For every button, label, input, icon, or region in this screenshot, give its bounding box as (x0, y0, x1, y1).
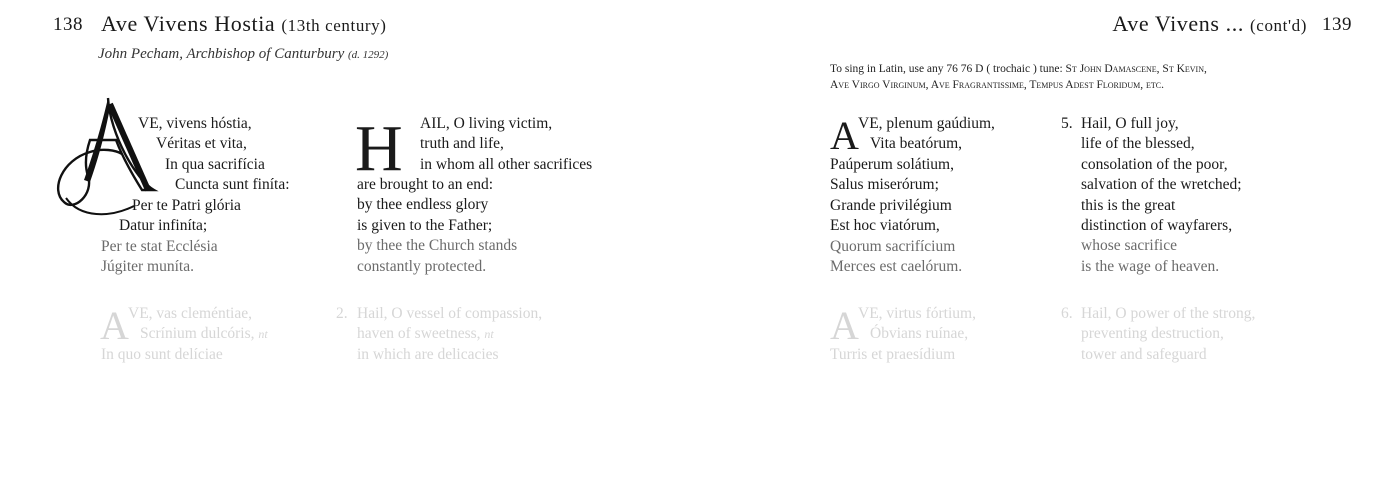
verse-line: Salus miserórum; (830, 176, 939, 194)
verse-line: VE, vivens hóstia, (138, 115, 252, 132)
verse-line: haven of sweetness, (357, 325, 481, 343)
stanza1-english-rest (357, 175, 517, 277)
author-name: John Pecham, Archbishop of Canturbury (98, 46, 345, 62)
verse-line: Paúperum solátium, (830, 156, 954, 173)
author-line (98, 46, 388, 63)
tune-note (830, 61, 1207, 93)
stanza5-english (1081, 114, 1242, 277)
verse-line: Merces est caelórum. (830, 258, 963, 276)
verse-line: Grande privilégium (830, 196, 952, 214)
verse-line: constantly protected. (357, 257, 487, 275)
verse-line: AIL, O living victim, (420, 115, 553, 132)
verse-line: Véritas et vita, (156, 135, 247, 153)
verse-line: are brought to an end: (357, 176, 494, 193)
stanza2-latin-3: In quo sunt delíciae (101, 346, 223, 363)
right-page-number: 139 (1322, 14, 1352, 35)
verse-line: Óbvians ruínae, (870, 325, 969, 343)
left-page-title (101, 11, 387, 37)
verse-line: VE, plenum gaúdium, (858, 115, 995, 132)
verse-line: Per te stat Ecclésia (101, 237, 218, 255)
verse-line: In qua sacrifícia (165, 155, 265, 173)
stanza5-latin-initial: A (830, 113, 859, 158)
hymn-title-cont: Ave Vivens ... (1112, 11, 1244, 36)
verse-line: Hail, O full joy, (1081, 115, 1179, 132)
verse-line: whose sacrifice (1081, 237, 1177, 255)
verse-line: Vita beatórum, (870, 135, 963, 153)
verse-line: Hail, O power of the strong, (1081, 305, 1256, 322)
left-page-number: 138 (53, 14, 83, 35)
stanza1-latin-rest (101, 196, 241, 278)
verse-line: life of the blessed, (1081, 135, 1195, 153)
verse-line: Per te Patri glória (132, 197, 241, 214)
tune-names-1: St John Damascene, St Kevin, (1065, 63, 1207, 75)
verse-line: in which are delicacies (357, 345, 499, 363)
stanza2-latin-initial: A (100, 303, 129, 348)
stanza1-english-initial: H (355, 112, 403, 185)
verse-line: truth and life, (420, 135, 504, 153)
verse-line: Cuncta sunt finíta: (175, 176, 290, 194)
verse-line: Júgiter muníta. (101, 258, 194, 276)
verse-line: Est hoc viatórum, (830, 217, 940, 235)
stanza6-latin-initial: A (830, 303, 859, 348)
stanza5-latin-rest (830, 155, 962, 277)
hymn-title-cont-note: (cont'd) (1250, 16, 1307, 35)
verse-line: distinction of wayfarers, (1081, 217, 1233, 235)
verse-line: Datur infiníta; (119, 217, 208, 235)
verse-line: consolation of the poor, (1081, 155, 1228, 173)
tune-names-2: Ave Virgo Virginum, Ave Fragrantissime, Tempus Adest Floridum, etc. (830, 79, 1164, 91)
stanza2-english (357, 304, 542, 365)
hymn-title: Ave Vivens Hostia (101, 11, 276, 36)
author-dates: (d. 1292) (347, 49, 389, 61)
verse-line: Scrínium dulcóris, (140, 325, 255, 343)
hymn-title-note: (13th century) (281, 16, 387, 35)
verse-line: tower and safeguard (1081, 345, 1207, 363)
annotation: nt (258, 327, 268, 342)
verse-line: is given to the Father; (357, 216, 493, 234)
verse-line: this is the great (1081, 196, 1176, 214)
tune-note-prefix: To sing in Latin, use any 76 76 D ( trochaic ) tune: (830, 63, 1063, 75)
stanza6-latin-3: Turris et praesídium (830, 346, 956, 363)
verse-line: preventing destruction, (1081, 325, 1224, 343)
verse-line: VE, virtus fórtium, (858, 305, 976, 322)
verse-line: Quorum sacrifícium (830, 237, 956, 255)
stanza2-english-number: 2. (336, 305, 348, 322)
stanza6-english-number: 6. (1061, 305, 1073, 322)
stanza6-latin (858, 304, 976, 345)
verse-line: salvation of the wretched; (1081, 176, 1242, 194)
stanza5-english-number: 5. (1061, 115, 1073, 132)
verse-line: by thee the Church stands (357, 237, 518, 255)
verse-line: VE, vas cleméntiae, (128, 305, 252, 322)
verse-line: Hail, O vessel of compassion, (357, 305, 543, 322)
annotation: nt (484, 327, 494, 342)
right-page-title (1112, 11, 1307, 37)
verse-line: in whom all other sacrifices (420, 155, 593, 173)
verse-line: by thee endless glory (357, 196, 489, 214)
stanza1-english-head (420, 114, 592, 175)
stanza6-english (1081, 304, 1255, 365)
stanza2-latin (128, 304, 268, 345)
stanza5-latin-head (858, 114, 995, 155)
verse-line: is the wage of heaven. (1081, 257, 1220, 275)
stanza1-latin (138, 114, 290, 196)
